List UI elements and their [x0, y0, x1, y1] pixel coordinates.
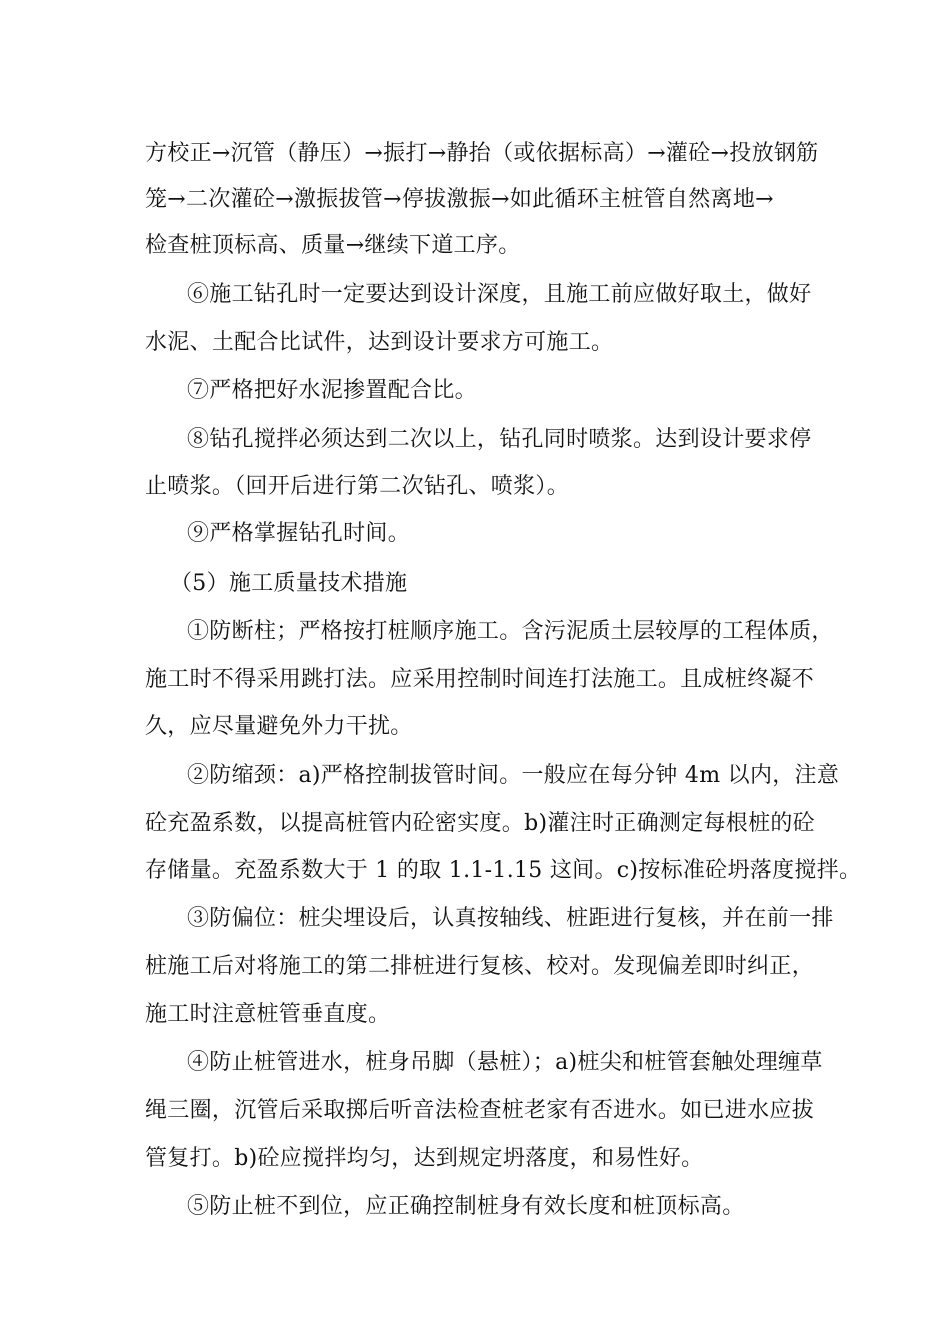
text-line-22: 管复打。b)砼应搅拌均匀，达到规定坍落度，和易性好。	[145, 1146, 704, 1171]
text-line-20: ④防止桩管进水，桩身吊脚（悬桩）；a)桩尖和桩管套触处理缠草	[187, 1050, 823, 1075]
section-heading: （5）施工质量技术措施	[170, 571, 408, 596]
text-line-12: 施工时不得采用跳打法。应采用控制时间连打法施工。且成桩终凝不	[145, 667, 815, 692]
text-line-9: ⑨严格掌握钻孔时间。	[187, 521, 411, 546]
text-line-5: 水泥、土配合比试件，达到设计要求方可施工。	[145, 330, 614, 355]
text-line-17: ③防偏位：桩尖埋设后，认真按轴线、桩距进行复核，并在前一排	[187, 906, 834, 931]
text-line-11: ①防断柱；严格按打桩顺序施工。含污泥质土层较厚的工程体质，	[187, 619, 834, 644]
text-line-14: ②防缩颈：a)严格控制拔管时间。一般应在每分钟 4m 以内，注意	[187, 763, 840, 788]
text-line-13: 久，应尽量避免外力干扰。	[145, 714, 413, 739]
text-line-1: 方校正→沉管（静压）→振打→静抬（或依据标高）→灌砼→投放钢筋	[145, 141, 819, 166]
text-line-2: 笼→二次灌砼→激振拔管→停拔激振→如此循环主桩管自然离地→	[145, 187, 774, 212]
text-line-15: 砼充盈系数，以提高桩管内砼密实度。b)灌注时正确测定每根桩的砼	[145, 811, 815, 836]
text-line-21: 绳三圈，沉管后采取掷后听音法检查桩老家有否进水。如已进水应拔	[145, 1098, 815, 1123]
text-line-7: ⑧钻孔搅拌必须达到二次以上，钻孔同时喷浆。达到设计要求停	[187, 427, 812, 452]
text-line-16: 存储量。充盈系数大于 1 的取 1.1-1.15 这间。c)按标准砼坍落度搅拌。	[145, 858, 862, 883]
text-line-8: 止喷浆。（回开后进行第二次钻孔、喷浆）。	[145, 474, 570, 499]
text-line-6: ⑦严格把好水泥掺置配合比。	[187, 378, 477, 403]
text-line-23: ⑤防止桩不到位，应正确控制桩身有效长度和桩顶标高。	[187, 1194, 745, 1219]
text-line-18: 桩施工后对将施工的第二排桩进行复核、校对。发现偏差即时纠正，	[145, 954, 815, 979]
text-line-19: 施工时注意桩管垂直度。	[145, 1002, 391, 1027]
text-line-4: ⑥施工钻孔时一定要达到设计深度，且施工前应做好取土，做好	[187, 282, 812, 307]
text-line-3: 检查桩顶标高、质量→继续下道工序。	[145, 233, 521, 258]
